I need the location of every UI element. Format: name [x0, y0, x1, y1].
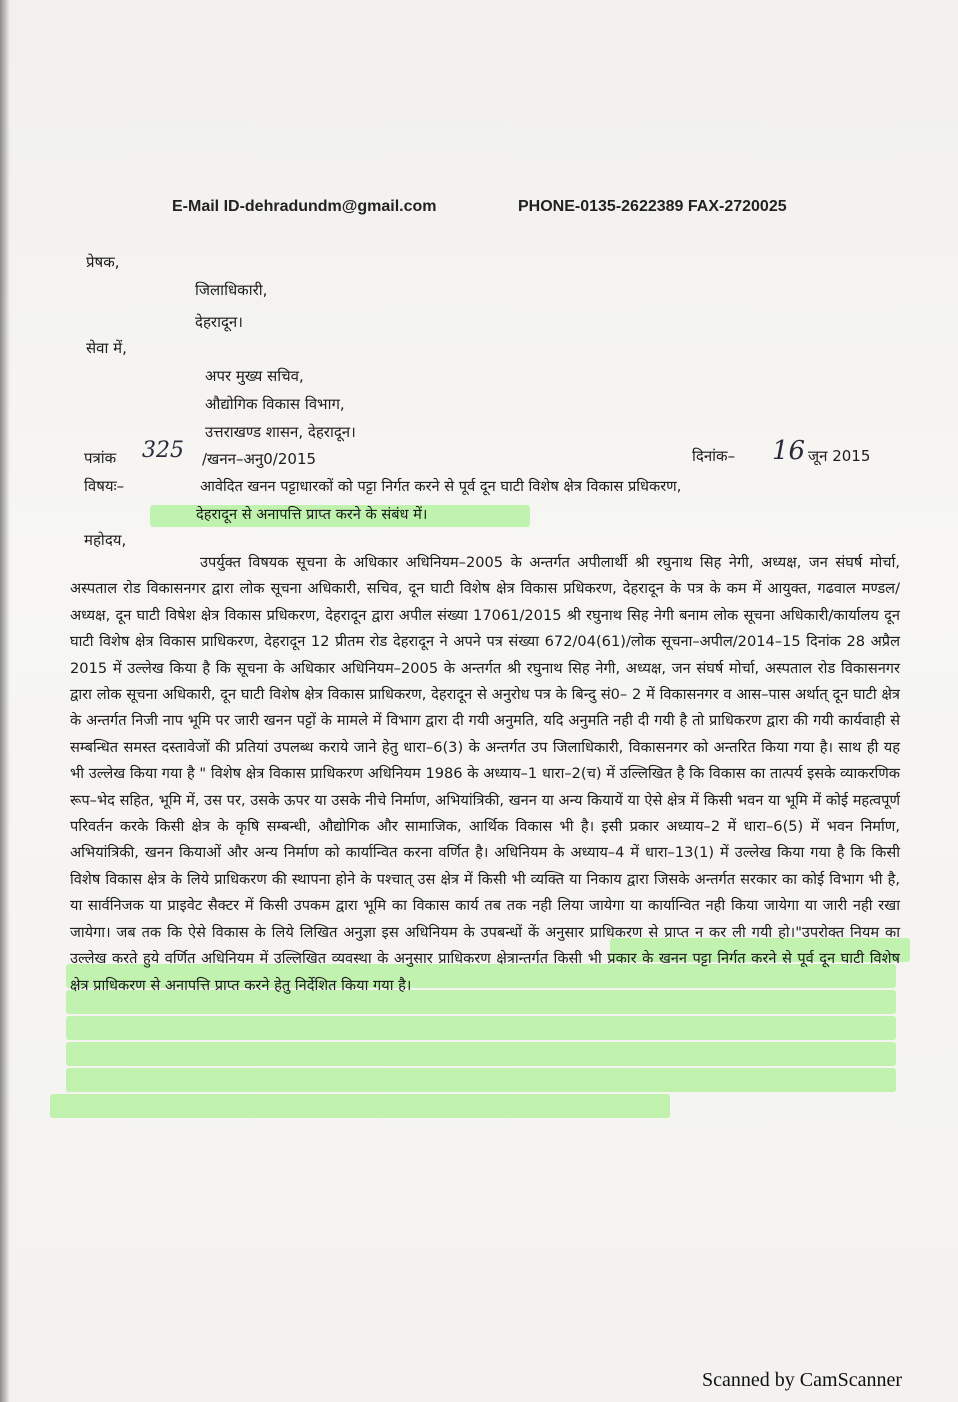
recipient-department: औद्योगिक विकास विभाग, [205, 395, 345, 413]
salutation: महोदय, [84, 531, 127, 549]
highlight-body-5 [66, 1042, 896, 1066]
highlight-body-4 [66, 1016, 896, 1040]
date-label: दिनांक– [692, 447, 736, 465]
scanner-watermark: Scanned by CamScanner [702, 1369, 902, 1391]
subject-line-2: देहरादून से अनापत्ति प्राप्त करने के संबंध में। [196, 506, 428, 523]
subject-label: विषयः– [84, 477, 125, 495]
highlight-body-7 [50, 1094, 670, 1118]
letter-number-suffix: /खनन–अनु0/2015 [202, 450, 317, 468]
recipient-label: सेवा में, [86, 339, 127, 357]
date-month-year: जून 2015 [808, 447, 871, 465]
letter-number-handwritten: 325 [142, 438, 184, 463]
sender-place: देहरादून। [195, 313, 243, 331]
page-edge-shadow [0, 0, 10, 1402]
subject-line-1: आवेदित खनन पट्टाधारकों को पट्टा निर्गत करने से पूर्व दून घाटी विशेष क्षेत्र विकास प्रधिकरण, [200, 478, 682, 495]
sender-designation: जिलाधिकारी, [195, 281, 268, 299]
recipient-government: उत्तराखण्ड शासन, देहरादून। [205, 423, 356, 441]
highlight-body-6 [66, 1068, 896, 1092]
email-id: E-Mail ID-dehradundm@gmail.com [172, 198, 437, 215]
letter-number-label: पत्रांक [84, 449, 117, 467]
phone-fax: PHONE-0135-2622389 FAX-2720025 [518, 198, 787, 215]
recipient-designation: अपर मुख्य सचिव, [205, 367, 304, 385]
sender-label: प्रेषक, [86, 253, 120, 271]
letter-body: उपर्युक्त विषयक सूचना के अधिकार अधिनियम–2005 के अन्तर्गत अपीलार्थी श्री रघुनाथ सिह नेगी, अध्यक्ष, जन संघर्ष मोर्चा, अस्पताल रोड विकासनगर द्वारा लोक सूचना अधिकारी, सचिव, दून घाटी विशेष क्षेत्र विकास प्रधिकरण, देहरादून के पत्र के कम में आयुक्त, गढवाल मण्डल/अध्यक्ष, दून घाटी विषेश क्षेत्र विकास प्रधिकरण, देहरादून द्वारा अपील संख्या 17061/2015 श्री रघुनाथ सिह नेगी बनाम लोक सूचना अधिकारी/कार्यालय दून घाटी विशेष क्षेत्र विकास प्राधिकरण, देहरादून 12 प्रीतम रोड देहरादून ने अपने पत्र संख्या 672/04(61)/लोक सूचना–अपील/2014–15 दिनांक 28 अप्रैल 2015 में उल्लेख किया है कि सूचना के अधिकार अधिनियम–2005 के अन्तर्गत श्री रघुनाथ सिह नेगी, अध्यक्ष, जन संघर्ष मोर्चा, अस्पताल रोड विकासनगर द्वारा लोक सूचना अधिकारी, दून घाटी विशेष क्षेत्र विकास प्राधिकरण, देहरादून से अनुरोध पत्र के बिन्दु सं0– 2 में विकासनगर व आस–पास अर्थात् दून घाटी क्षेत्र के अन्तर्गत निजी नाप भूमि पर जारी खनन पट्टों के मामले में विभाग द्वारा दी गयी अनुमति, यदि अनुमति नही दी गयी है तो प्राधिकरण द्वारा की गयी कार्यवाही से सम्बन्धित समस्त दस्तावेजों की प्रतियां उपलब्ध कराये जाने हेतु धारा–6(3) के अन्तर्गत उप जिलाधिकारी, विकासनगर को अन्तरित किया गया है। साथ ही यह भी उल्लेख किया गया है " विशेष क्षेत्र विकास प्राधिकरण अधिनियम 1986 के अध्याय–1 धारा–2(च) में उल्लिखित है कि विकास का तात्पर्य इसके व्याकरणिक रूप–भेद सहित, भूमि में, उस पर, उसके ऊपर या उसके नीचे निर्माण, अभियांत्रिकी, खनन या अन्य कियायें या ऐसे क्षेत्र में किसी भवन या भूमि में कोई महत्वपूर्ण परिवर्तन करके किसी क्षेत्र के कृषि सम्बन्धी, औद्योगिक और सामाजिक, आर्थिक विकास भी है। इसी प्रकार अध्याय–2 में धारा–6(5) में भवन निर्माण, अभियांत्रिकी, खनन कियाओं और अन्य निर्माण को कार्यान्वित करना वर्णित है। अधिनियम के अध्याय–4 में धारा–13(1) में उल्लेख किया गया है कि किसी विशेष विकास क्षेत्र के लिये प्राधिकरण की स्थापना होने के पश्चात् उस क्षेत्र में किसी भी व्यक्ति या निकाय द्वारा जिसके अन्तर्गत सरकार का कोई विभाग भी है, या सार्वनिजक या प्राइवेट सैक्टर में किसी उपकम द्वारा भूमि का विकास कार्य तब तक नही लिया जायेगा या कार्यान्वित नही किया जायेगा या जारी नही रखा जायेगा। जब तक कि ऐसे विकास के लिये लिखित अनुज्ञा इस अधिनियम के उपबन्धों कें अनुसार प्राधिकरण से प्राप्त न कर ली गयी हो।"उपरोक्त नियम का उल्लेख करते हुये वर्णित अधिनियम में उल्लिखित व्यवस्था के अनुसार प्राधिकरण क्षेत्रान्तर्गत किसी भी प्रकार के खनन पट्टा निर्गत करने से पूर्व दून घाटी विशेष क्षेत्र प्राधिकरण से अनापत्ति प्राप्त करने हेतु निर्देशित किया गया है। [70, 554, 900, 994]
date-day-handwritten: 16 [772, 436, 806, 466]
